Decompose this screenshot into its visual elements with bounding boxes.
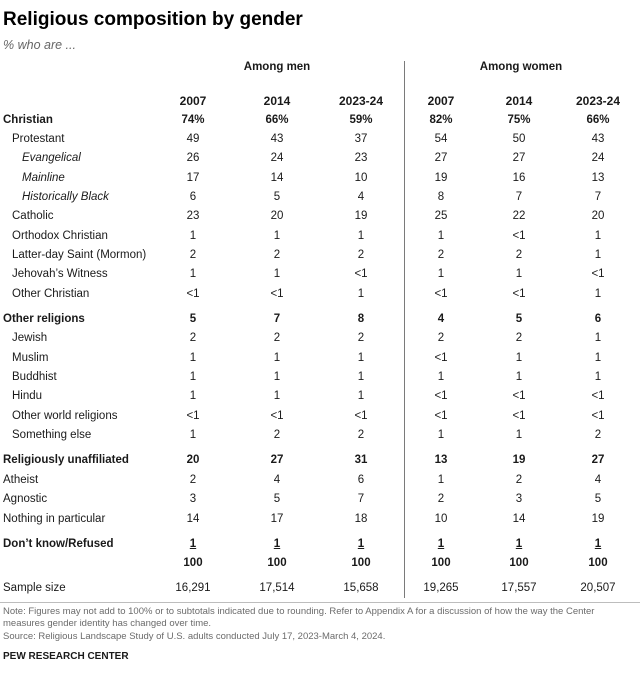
- table-row: [0, 410, 640, 428]
- table-row: [0, 172, 640, 190]
- table-cell: 27: [591, 454, 605, 466]
- table-cell: 27: [270, 454, 284, 466]
- table-cell: 1: [437, 371, 445, 383]
- table-cell: 14: [186, 513, 200, 525]
- row-label: Jewish: [12, 332, 48, 344]
- row-label: Other world religions: [12, 410, 118, 422]
- table-cell: <1: [512, 390, 526, 402]
- table-cell: 1: [357, 230, 365, 242]
- table-cell: 1: [273, 538, 281, 550]
- table-cell: 1: [437, 268, 445, 280]
- table-cell: 2: [357, 429, 365, 441]
- table-cell: 100: [267, 557, 287, 569]
- table-cell: 1: [594, 249, 602, 261]
- table-cell: 13: [434, 454, 448, 466]
- table-cell: <1: [354, 410, 368, 422]
- year-header: 2007: [179, 94, 207, 108]
- year-header: 2014: [505, 94, 533, 108]
- table-cell: 5: [515, 313, 523, 325]
- table-cell: 2: [594, 429, 602, 441]
- table-cell: 2: [189, 249, 197, 261]
- row-label: Muslim: [12, 352, 49, 364]
- table-cell: 2: [357, 332, 365, 344]
- table-cell: 25: [434, 210, 448, 222]
- table-row: [0, 191, 640, 209]
- table-row: [0, 513, 640, 531]
- table-cell: 31: [354, 454, 368, 466]
- table-cell: 100: [351, 557, 371, 569]
- table-cell: 1: [357, 538, 365, 550]
- table-cell: 6: [357, 474, 365, 486]
- table-cell: <1: [512, 288, 526, 300]
- row-label: Religiously unaffiliated: [3, 454, 129, 466]
- table-cell: 74%: [181, 114, 205, 126]
- row-label: Sample size: [3, 582, 66, 594]
- row-label: Orthodox Christian: [12, 230, 108, 242]
- table-cell: 2: [189, 474, 197, 486]
- table-cell: 1: [594, 371, 602, 383]
- table-cell: 7: [357, 493, 365, 505]
- table-cell: 43: [270, 133, 284, 145]
- table-row: [0, 313, 640, 331]
- table-cell: 1: [273, 390, 281, 402]
- table-cell: 7: [594, 191, 602, 203]
- table-cell: 2: [273, 429, 281, 441]
- table-cell: 1: [515, 371, 523, 383]
- table-cell: 2: [437, 493, 445, 505]
- table-cell: 17: [270, 513, 284, 525]
- table-row: [0, 249, 640, 267]
- table-cell: 16,291: [175, 582, 211, 594]
- table-cell: 66%: [586, 114, 610, 126]
- table-cell: 23: [186, 210, 200, 222]
- table-cell: 1: [437, 230, 445, 242]
- row-label: Something else: [12, 429, 92, 441]
- table-cell: <1: [270, 410, 284, 422]
- row-label: Hindu: [12, 390, 43, 402]
- table-cell: 1: [273, 371, 281, 383]
- table-cell: 20: [270, 210, 284, 222]
- table-row: [0, 493, 640, 511]
- table-cell: 24: [270, 152, 284, 164]
- table-cell: 4: [437, 313, 445, 325]
- table-cell: 1: [515, 268, 523, 280]
- table-cell: 43: [591, 133, 605, 145]
- footer-divider: [0, 602, 640, 603]
- table-cell: 1: [515, 352, 523, 364]
- table-cell: 20: [186, 454, 200, 466]
- row-label: Don’t know/Refused: [3, 538, 114, 550]
- table-cell: 100: [431, 557, 451, 569]
- table-cell: 5: [273, 191, 281, 203]
- table-cell: 26: [186, 152, 200, 164]
- table-cell: 2: [273, 249, 281, 261]
- table-cell: <1: [591, 268, 605, 280]
- table-cell: 20: [591, 210, 605, 222]
- year-header: 2023-24: [338, 94, 384, 108]
- table-cell: 19: [591, 513, 605, 525]
- table-cell: 19: [354, 210, 368, 222]
- row-label: Mainline: [22, 172, 65, 184]
- table-cell: 22: [512, 210, 526, 222]
- table-cell: 17: [186, 172, 200, 184]
- table-cell: 7: [273, 313, 281, 325]
- table-cell: 59%: [349, 114, 373, 126]
- table-row: [0, 538, 640, 556]
- table-cell: 24: [591, 152, 605, 164]
- table-cell: 2: [357, 249, 365, 261]
- table-cell: 100: [183, 557, 203, 569]
- table-cell: 1: [357, 371, 365, 383]
- table-cell: 1: [594, 538, 602, 550]
- table-cell: <1: [434, 390, 448, 402]
- table-cell: 14: [512, 513, 526, 525]
- year-header: 2014: [263, 94, 291, 108]
- footnote: Note: Figures may not add to 100% or to subtotals indicated due to rounding. Refer to Appendix A for a discussion of how the way the Center measures gender identity has changed over time.: [3, 606, 595, 629]
- table-cell: 100: [509, 557, 529, 569]
- source-note: Source: Religious Landscape Study of U.S. adults conducted July 17, 2023-March 4, 2024.: [3, 631, 386, 642]
- row-label: Jehovah’s Witness: [12, 268, 108, 280]
- table-cell: 23: [354, 152, 368, 164]
- table-cell: <1: [186, 410, 200, 422]
- table-cell: 17,557: [501, 582, 537, 594]
- table-row: [0, 582, 640, 600]
- table-cell: 20,507: [580, 582, 616, 594]
- table-cell: 1: [357, 288, 365, 300]
- table-cell: <1: [434, 410, 448, 422]
- table-cell: <1: [434, 352, 448, 364]
- table-cell: 49: [186, 133, 200, 145]
- row-label: Other religions: [3, 313, 85, 325]
- group-header-men: Among men: [243, 61, 311, 73]
- table-cell: 75%: [507, 114, 531, 126]
- table-cell: 1: [515, 429, 523, 441]
- table-cell: 4: [357, 191, 365, 203]
- table-cell: 13: [591, 172, 605, 184]
- table-cell: 54: [434, 133, 448, 145]
- table-row: [0, 390, 640, 408]
- table-cell: 15,658: [343, 582, 379, 594]
- table-cell: 16: [512, 172, 526, 184]
- brand-logo-text: PEW RESEARCH CENTER: [3, 651, 129, 662]
- table-cell: 1: [437, 429, 445, 441]
- year-header: 2007: [427, 94, 455, 108]
- table-cell: 19,265: [423, 582, 459, 594]
- table-cell: 50: [512, 133, 526, 145]
- table-cell: 1: [273, 230, 281, 242]
- table-cell: 1: [189, 429, 197, 441]
- table-cell: 6: [594, 313, 602, 325]
- table-row: [0, 230, 640, 248]
- table-cell: 10: [354, 172, 368, 184]
- table-cell: 5: [594, 493, 602, 505]
- table-cell: 1: [189, 390, 197, 402]
- table-cell: 14: [270, 172, 284, 184]
- table-cell: 19: [434, 172, 448, 184]
- table-cell: 2: [515, 249, 523, 261]
- table-cell: <1: [512, 230, 526, 242]
- row-label: Atheist: [3, 474, 39, 486]
- table-cell: 1: [515, 538, 523, 550]
- table-cell: 1: [594, 230, 602, 242]
- table-cell: 1: [189, 371, 197, 383]
- table-row: [0, 288, 640, 306]
- table-cell: 7: [515, 191, 523, 203]
- table-cell: 66%: [265, 114, 289, 126]
- table-row: [0, 152, 640, 170]
- year-header: 2023-24: [575, 94, 621, 108]
- table-cell: 100: [588, 557, 608, 569]
- table-cell: 10: [434, 513, 448, 525]
- table-cell: 1: [357, 352, 365, 364]
- table-cell: <1: [512, 410, 526, 422]
- row-label: Nothing in particular: [3, 513, 106, 525]
- table-cell: 1: [189, 268, 197, 280]
- row-label: Latter-day Saint (Mormon): [12, 249, 147, 261]
- page-subtitle: % who are ...: [3, 38, 76, 52]
- row-label: Agnostic: [3, 493, 48, 505]
- table-cell: 18: [354, 513, 368, 525]
- table-cell: 27: [512, 152, 526, 164]
- table-cell: 37: [354, 133, 368, 145]
- table-cell: 3: [515, 493, 523, 505]
- table-row: [0, 352, 640, 370]
- page-title: Religious composition by gender: [3, 9, 303, 30]
- table-cell: 2: [189, 332, 197, 344]
- table-row: [0, 210, 640, 228]
- row-label: Christian: [3, 114, 53, 126]
- table-cell: 1: [437, 538, 445, 550]
- table-cell: 19: [512, 454, 526, 466]
- table-cell: <1: [434, 288, 448, 300]
- table-cell: 4: [273, 474, 281, 486]
- table-row: [0, 557, 640, 575]
- table-cell: 2: [437, 332, 445, 344]
- table-cell: 4: [594, 474, 602, 486]
- row-label: Catholic: [12, 210, 54, 222]
- table-cell: 6: [189, 191, 197, 203]
- table-cell: 2: [515, 474, 523, 486]
- table-row: [0, 268, 640, 286]
- table-cell: 1: [189, 352, 197, 364]
- table-cell: 1: [594, 332, 602, 344]
- table-cell: 5: [189, 313, 197, 325]
- table-row: [0, 429, 640, 447]
- table-row: [0, 454, 640, 472]
- table-row: [0, 332, 640, 350]
- table-cell: 8: [437, 191, 445, 203]
- table-cell: 5: [273, 493, 281, 505]
- table-cell: <1: [354, 268, 368, 280]
- table-cell: 2: [437, 249, 445, 261]
- table-cell: 1: [189, 538, 197, 550]
- table-row: [0, 474, 640, 492]
- table-cell: 1: [357, 390, 365, 402]
- table-cell: <1: [186, 288, 200, 300]
- row-label: Buddhist: [12, 371, 57, 383]
- group-header-women: Among women: [479, 61, 563, 73]
- table-row: [0, 114, 640, 132]
- table-cell: <1: [591, 390, 605, 402]
- row-label: Historically Black: [22, 191, 109, 203]
- table-cell: <1: [270, 288, 284, 300]
- table-cell: 1: [437, 474, 445, 486]
- table-cell: 1: [189, 230, 197, 242]
- table-cell: 1: [594, 288, 602, 300]
- table-cell: 17,514: [259, 582, 295, 594]
- row-label: Other Christian: [12, 288, 90, 300]
- table-cell: 2: [515, 332, 523, 344]
- table-cell: 82%: [429, 114, 453, 126]
- row-label: Evangelical: [22, 152, 81, 164]
- table-cell: 1: [594, 352, 602, 364]
- table-row: [0, 133, 640, 151]
- table-cell: 27: [434, 152, 448, 164]
- table-cell: 1: [273, 268, 281, 280]
- table-cell: 2: [273, 332, 281, 344]
- table-cell: <1: [591, 410, 605, 422]
- table-cell: 1: [273, 352, 281, 364]
- table-cell: 3: [189, 493, 197, 505]
- row-label: Protestant: [12, 133, 65, 145]
- table-cell: 8: [357, 313, 365, 325]
- table-row: [0, 371, 640, 389]
